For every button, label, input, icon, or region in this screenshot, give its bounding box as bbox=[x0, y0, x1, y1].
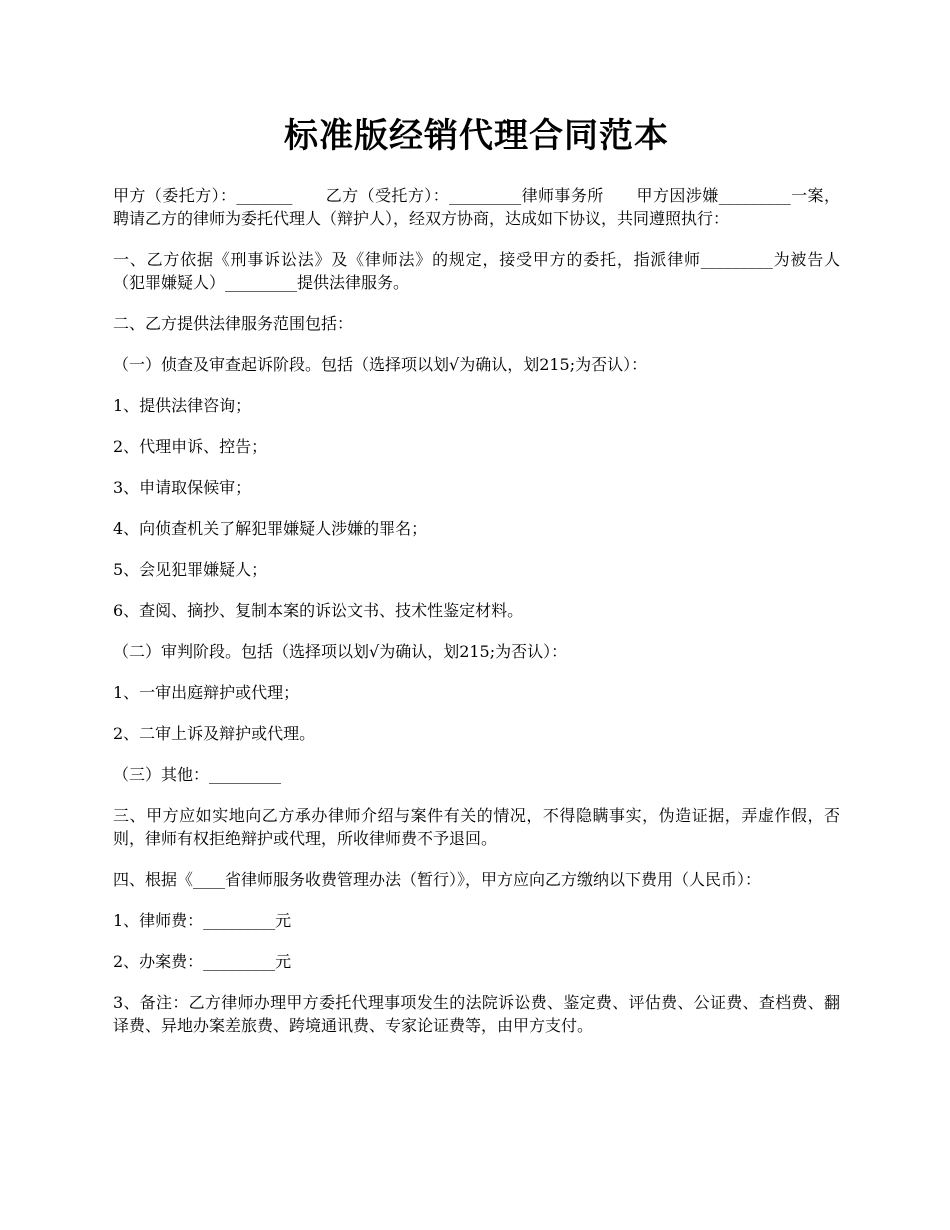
list-item: 1、一审出庭辩护或代理； bbox=[113, 683, 300, 702]
list-item: 3、申请取保候审； bbox=[113, 478, 252, 497]
list-item: 2、办案费：_________元 bbox=[113, 952, 292, 971]
paragraph-clause-1: 一、乙方依据《刑事诉讼法》及《律师法》的规定，接受甲方的委托，指派律师_________为被告人（犯罪嫌疑人）_________提供法律服务。 bbox=[113, 250, 840, 292]
list-item: 1、提供法律咨询； bbox=[113, 396, 252, 415]
paragraph-clause-3: 三、甲方应如实地向乙方承办律师介绍与案件有关的情况，不得隐瞒事实，伪造证据，弄虚作假，否则，律师有权拒绝辩护或代理，所收律师费不予退回。 bbox=[113, 806, 840, 848]
paragraph-clause-4: 四、根据《____省律师服务收费管理办法（暂行）》，甲方应向乙方缴纳以下费用（人民币）： bbox=[113, 870, 762, 889]
list-item: 5、会见犯罪嫌疑人； bbox=[113, 560, 268, 579]
document-page bbox=[113, 112, 840, 1055]
list-item: 2、二审上诉及辩护或代理。 bbox=[113, 724, 316, 743]
document-title: 标准版经销代理合同范本 bbox=[284, 116, 669, 156]
list-item: 4、向侦查机关了解犯罪嫌疑人涉嫌的罪名； bbox=[113, 519, 428, 538]
paragraph-stage-1: （一）侦查及审查起诉阶段。包括（选择项以划√为确认，划215;为否认）： bbox=[113, 355, 648, 374]
paragraph-clause-2: 二、乙方提供法律服务范围包括： bbox=[113, 314, 354, 333]
paragraph-stage-2: （二）审判阶段。包括（选择项以划√为确认，划215;为否认）： bbox=[113, 642, 568, 661]
paragraph-parties: 甲方（委托方）：_______ 乙方（受托方）：_________律师事务所 甲方因涉嫌_________一案，聘请乙方的律师为委托代理人（辩护人），经双方协商，达成如下协议，共同遵照执行： bbox=[113, 186, 840, 228]
paragraph-stage-other: （三）其他：_________ bbox=[113, 765, 282, 784]
list-item: 6、查阅、摘抄、复制本案的诉讼文书、技术性鉴定材料。 bbox=[113, 601, 524, 620]
list-item: 2、代理申诉、控告； bbox=[113, 437, 268, 456]
list-item: 1、律师费：_________元 bbox=[113, 911, 292, 930]
list-item: 3、备注：乙方律师办理甲方委托代理事项发生的法院诉讼费、鉴定费、评估费、公证费、查档费、翻译费、异地办案差旅费、跨境通讯费、专家论证费等，由甲方支付。 bbox=[113, 993, 840, 1035]
